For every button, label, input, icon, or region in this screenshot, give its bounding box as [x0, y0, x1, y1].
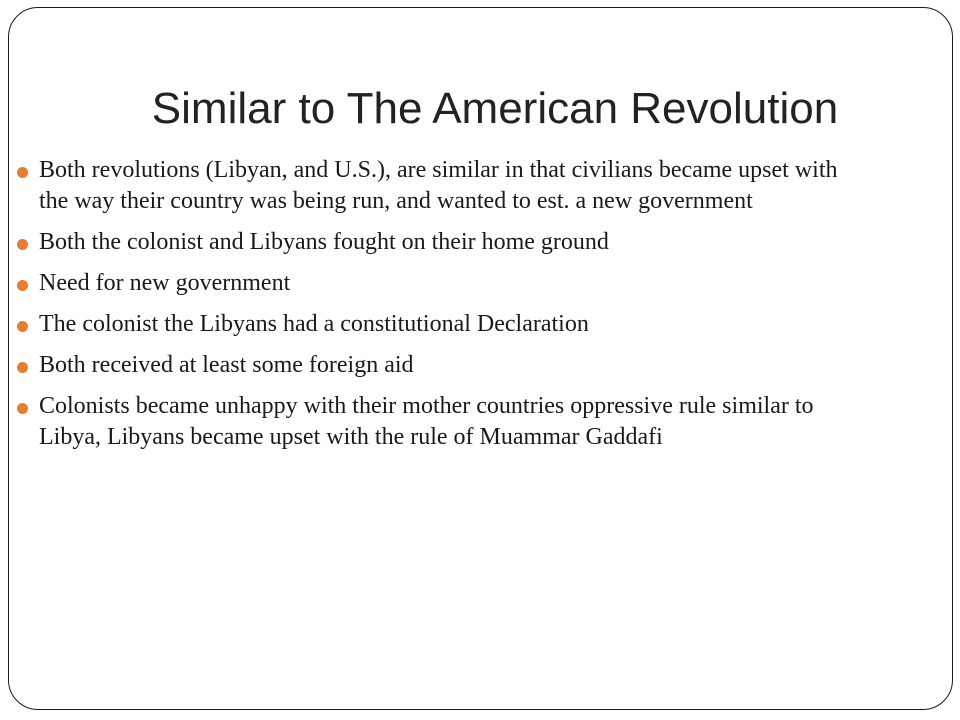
bullet-item	[17, 309, 847, 340]
bullet-text: The colonist the Libyans had a constitutional Declaration	[39, 311, 589, 337]
bullet-text: Colonists became unhappy with their mother countries oppressive rule similar to Libya, Libyans became upset with the rule of Muammar Gaddafi	[39, 393, 814, 450]
bullet-dot-icon	[17, 239, 28, 250]
bullet-dot-icon	[17, 280, 28, 291]
bullet-text: Both the colonist and Libyans fought on their home ground	[39, 229, 609, 255]
bullet-item	[17, 155, 847, 217]
bullet-dot-icon	[17, 167, 28, 178]
bullet-item	[17, 268, 847, 299]
bullet-text: Need for new government	[39, 270, 291, 296]
bullet-item	[17, 350, 847, 381]
bullet-item	[17, 391, 847, 453]
bullet-dot-icon	[17, 403, 28, 414]
bullet-dot-icon	[17, 321, 28, 332]
bullet-dot-icon	[17, 362, 28, 373]
bullet-item	[17, 227, 847, 258]
slide-title: Similar to The American Revolution	[151, 84, 839, 133]
bullet-text: Both received at least some foreign aid	[39, 352, 414, 378]
bullet-list	[17, 155, 847, 463]
bullet-text: Both revolutions (Libyan, and U.S.), are similar in that civilians became upset with the way their country was being run, and wanted to est. a new government	[39, 157, 838, 214]
